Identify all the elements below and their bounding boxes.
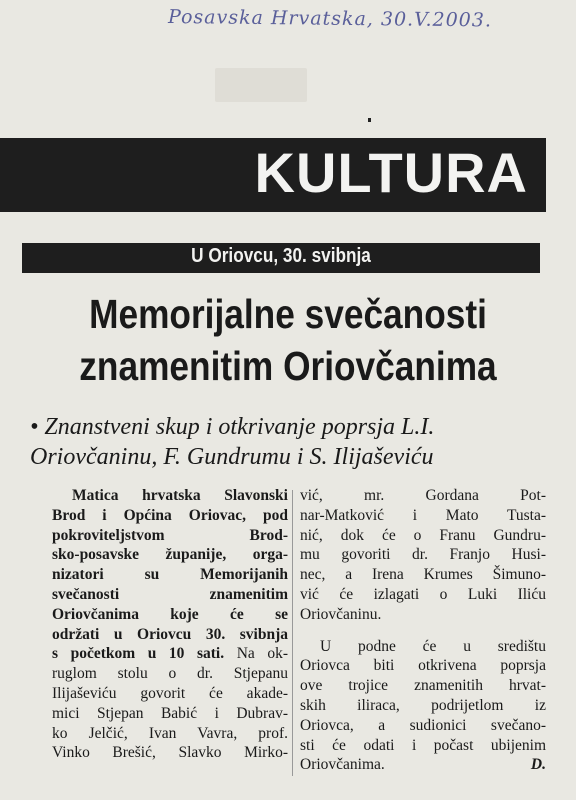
article-column-left	[52, 486, 288, 763]
body-bold-fragment: s početkom u 10 sati.	[52, 645, 225, 663]
bullet-icon: •	[30, 414, 39, 440]
body-line: Vinko Brešić, Slavko Mirko-	[52, 744, 288, 762]
body-line: vić, mr. Gordana Pot-	[300, 487, 546, 504]
body-line: Oriovčanima koje će se	[52, 605, 288, 623]
body-line: vić će izlagati o Luki Iliću	[300, 585, 546, 603]
body-line: svečanosti znamenitim	[52, 585, 288, 603]
body-line: sti će odati i počast ubijenim	[300, 736, 546, 754]
section-title: KULTURA	[254, 141, 528, 204]
body-line: Brod i Općina Oriovac, pod	[52, 506, 288, 524]
headline-line-1: Memorijalne svečanosti	[89, 291, 487, 337]
body-line: nizatori su Memorijanih	[52, 566, 288, 584]
body-line: ruglom stolu o dr. Stjepanu	[52, 665, 288, 683]
dateline: U Oriovcu, 30. svibnja	[191, 245, 371, 267]
body-line-mixed	[52, 644, 288, 664]
body-line: skih iliraca, podrijetlom iz	[300, 696, 546, 714]
body-line: Oriovčaninu.	[300, 605, 382, 623]
body-line: ko Jelčić, Ivan Vavra, prof.	[52, 724, 288, 742]
section-banner	[0, 138, 546, 212]
paper-smudge	[215, 68, 307, 102]
body-line: Oriovca, a sudionici svečano-	[300, 716, 546, 734]
body-line: nec, a Irena Krumes Šimuno-	[300, 566, 546, 584]
body-line: pokroviteljstvom Brod-	[52, 526, 288, 544]
subheadline	[30, 412, 550, 472]
body-line: mici Stjepan Babić i Dubrav-	[52, 704, 288, 722]
body-line: U podne će u središtu	[320, 637, 546, 655]
ink-dot	[368, 118, 371, 122]
body-line: ove trojice znamenitih hrvat-	[300, 677, 546, 695]
body-line: nić, dok će o Franu Gundru-	[300, 526, 546, 544]
dateline-banner	[22, 243, 540, 273]
body-line: mu govoriti dr. Franjo Husi-	[300, 546, 546, 564]
subhead-line-2: Oriovčaninu, F. Gundrumu i S. Ilijaševiću	[30, 444, 434, 470]
body-line: Ilijaševiću govorit će akade-	[52, 684, 288, 702]
body-line: nar-Matković i Mato Tusta-	[300, 506, 546, 524]
body-line: Matica hrvatska Slavonski	[72, 487, 288, 504]
article-column-right	[300, 486, 546, 775]
handwritten-source-note: Posavska Hrvatska, 30.V.2003.	[167, 6, 493, 32]
body-line: sko-posavske županije, orga-	[52, 546, 288, 564]
headline	[40, 288, 535, 392]
body-line: Oriovca biti otkrivena poprsja	[300, 657, 546, 675]
body-line: održati u Oriovcu 30. svibnja	[52, 625, 288, 643]
body-fragment: Na ok-	[224, 645, 288, 663]
column-divider	[292, 490, 293, 776]
author-signature: D.	[530, 756, 546, 774]
headline-line-2: znamenitim Oriovčanima	[79, 343, 497, 389]
subhead-line-1: Znanstveni skup i otkrivanje poprsja L.I.	[44, 414, 435, 440]
body-line-final	[300, 755, 546, 775]
body-fragment: Oriovčanima.	[300, 756, 385, 774]
